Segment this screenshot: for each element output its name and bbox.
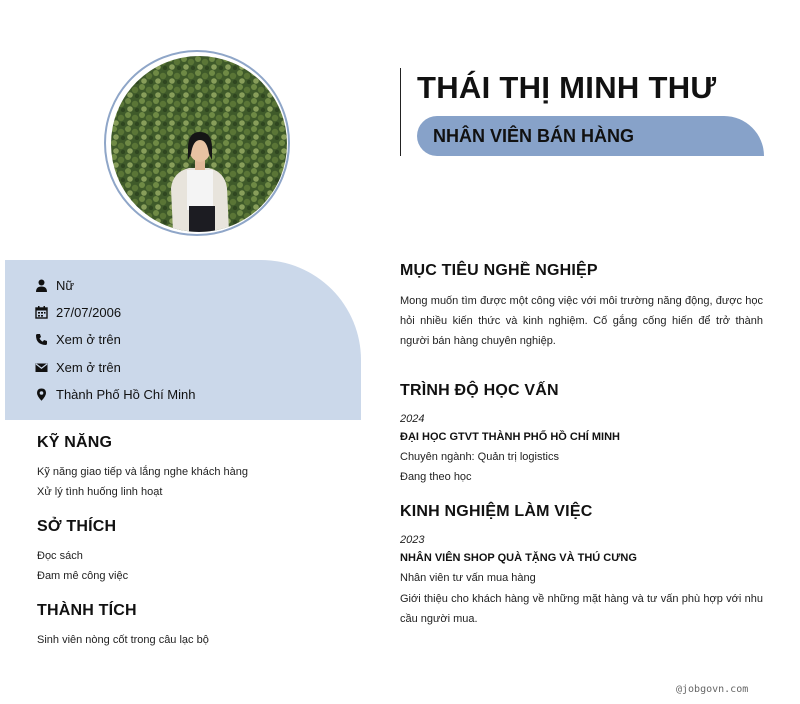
- education-title: TRÌNH ĐỘ HỌC VẤN: [400, 382, 559, 399]
- profile-photo: [111, 56, 287, 232]
- user-icon: [35, 279, 48, 292]
- email-text: Xem ở trên: [56, 359, 121, 375]
- contact-gender: [35, 275, 74, 295]
- gender-text: Nữ: [56, 277, 75, 293]
- location-pin-icon: [35, 388, 48, 401]
- hobby-item: Đam mê công việc: [37, 570, 129, 582]
- experience-year: 2023: [400, 534, 425, 546]
- contact-phone: [35, 329, 121, 349]
- contact-birthday: [35, 302, 121, 322]
- education-school: ĐẠI HỌC GTVT THÀNH PHỐ HỒ CHÍ MINH: [400, 431, 620, 443]
- contact-address: [35, 384, 195, 404]
- skills-title: KỸ NĂNG: [37, 434, 113, 451]
- experience-position: Nhân viên tư vấn mua hàng: [400, 572, 536, 584]
- hobbies-title: SỞ THÍCH: [37, 518, 117, 535]
- skill-item: Xử lý tình huống linh hoạt: [37, 486, 163, 498]
- education-year: 2024: [400, 413, 425, 425]
- experience-description: Giới thiệu cho khách hàng về những mặt hàng và tư vấn phù hợp với nhu cầu người mua.: [400, 593, 763, 625]
- name-block: [400, 68, 765, 156]
- objective-title: MỤC TIÊU NGHỀ NGHIỆP: [400, 262, 598, 279]
- achievements-title: THÀNH TÍCH: [37, 602, 137, 619]
- job-title: NHÂN VIÊN BÁN HÀNG: [433, 126, 635, 146]
- experience-title: KINH NGHIỆM LÀM VIỆC: [400, 503, 593, 520]
- calendar-icon: [35, 306, 48, 319]
- education-major: Chuyên ngành: Quản trị logistics: [400, 451, 559, 463]
- full-name: THÁI THỊ MINH THƯ: [417, 70, 717, 105]
- mail-icon: [35, 361, 48, 374]
- skill-item: Kỹ năng giao tiếp và lắng nghe khách hàng: [37, 466, 248, 478]
- achievement-item: Sinh viên nòng cốt trong câu lạc bộ: [37, 634, 209, 646]
- job-title-bar: [417, 116, 764, 156]
- objective-text: Mong muốn tìm được một công việc với môi trường năng động, được học hỏi nhiều kiến thức và kinh nghiệm. Cố gắng cống hiến để trở thành người bán hàng chuyên nghiệp.: [400, 295, 763, 347]
- education-status: Đang theo học: [400, 471, 472, 483]
- watermark: @jobgovn.com: [676, 684, 749, 695]
- experience-company: NHÂN VIÊN SHOP QUÀ TẶNG VÀ THÚ CƯNG: [400, 552, 637, 564]
- birthday-text: 27/07/2006: [56, 304, 122, 320]
- phone-icon: [35, 333, 48, 346]
- hobby-item: Đọc sách: [37, 550, 83, 562]
- phone-text: Xem ở trên: [56, 331, 121, 347]
- contact-email: [35, 357, 121, 377]
- address-text: Thành Phố Hồ Chí Minh: [56, 386, 196, 402]
